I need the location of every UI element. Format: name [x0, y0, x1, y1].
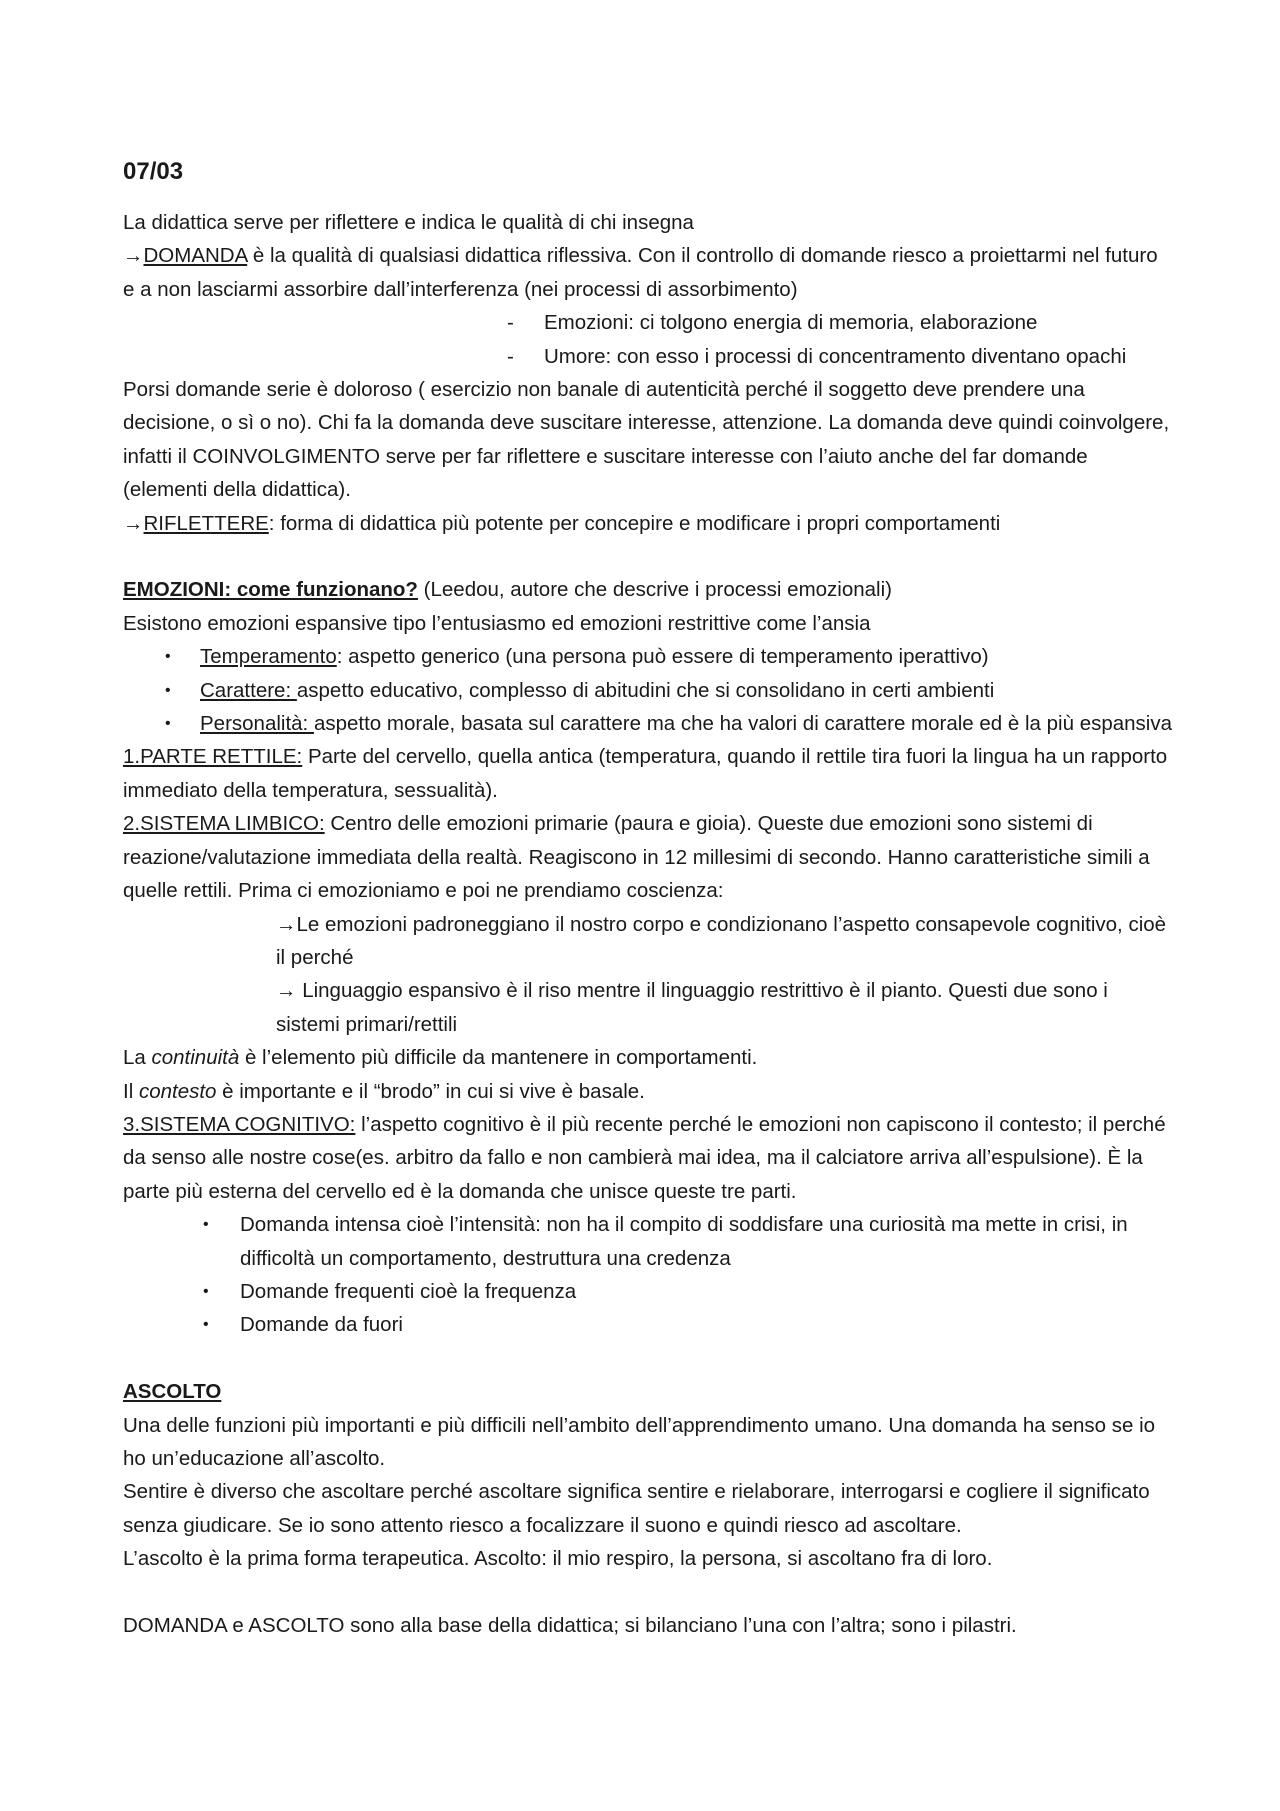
- list-item: [123, 707, 1173, 740]
- contesto-post: è importante e il “brodo” in cui si vive è basale.: [216, 1079, 645, 1103]
- bullet-label: Carattere:: [200, 678, 297, 702]
- emozioni-heading-line: [123, 573, 1173, 606]
- dash-marker: -: [507, 311, 514, 335]
- ascolto-heading: ASCOLTO: [123, 1380, 222, 1404]
- domanda-paragraph: [123, 239, 1173, 306]
- page-date: 07/03: [123, 158, 184, 185]
- emozioni-heading: EMOZIONI: come funzionano?: [123, 578, 418, 602]
- sistema-cognitivo-label: 3.SISTEMA COGNITIVO:: [123, 1112, 356, 1136]
- sistema-limbico-text: Centro delle emozioni primarie (paura e gioia). Queste due emozioni sono sistemi di reazione/valutazione immediata della realtà. Reagiscono in 12 millesimi di secondo. Hanno caratteristiche simili a quelle rettili. Prima ci emozioniamo e poi ne prendiamo coscienza:: [123, 812, 1150, 903]
- bullet-label: Temperamento: [200, 645, 337, 669]
- bullet-label: Personalità:: [200, 712, 314, 736]
- parte-rettile-paragraph: [123, 740, 1173, 807]
- bullet-text: Domanda intensa cioè l’intensità: non ha il compito di soddisfare una curiosità ma mette in crisi, in difficoltà un comportamento, destruttura una credenza: [240, 1213, 1128, 1270]
- continuita-post: è l’elemento più difficile da mantenere in comportamenti.: [239, 1046, 758, 1070]
- list-item: [123, 640, 1173, 673]
- dash-item: [123, 306, 1173, 339]
- contesto-line: [123, 1075, 1173, 1108]
- sistema-limbico-paragraph: [123, 807, 1173, 907]
- spacer: [123, 1576, 1173, 1609]
- bullet-marker: •: [203, 1316, 209, 1334]
- list-item: [123, 674, 1173, 707]
- domanda-label: DOMANDA: [143, 244, 248, 268]
- dash-marker: -: [507, 344, 514, 368]
- sistema-cognitivo-paragraph: [123, 1108, 1173, 1208]
- riflettere-paragraph: [123, 507, 1173, 540]
- ascolto-paragraph: L’ascolto è la prima forma terapeutica. Ascolto: il mio respiro, la persona, si ascoltano fra di loro.: [123, 1547, 993, 1571]
- bullet-text: aspetto morale, basata sul carattere ma che ha valori di carattere morale ed è la più espansiva: [313, 712, 1173, 736]
- continuita-line: [123, 1041, 1173, 1074]
- domande-serie-paragraph: Porsi domande serie è doloroso ( esercizio non banale di autenticità perché il soggetto deve prendere una decisione, o sì o no). Chi fa la domanda deve suscitare interesse, attenzione. La domanda deve quindi coinvolgere, infatti il COINVOLGIMENTO serve per far riflettere e suscitare interesse con l’aiuto anche del far domande (elementi della didattica).: [123, 378, 1170, 502]
- sistema-cognitivo-text: l’aspetto cognitivo è il più recente perché le emozioni non capiscono il contesto; il perché da senso alle nostre cose(es. arbitro da fallo e non cambierà mai idea, ma il calciatore arriva all’espulsione). È la parte più esterna del cervello ed è la domanda che unisce queste tre parti.: [123, 1112, 1166, 1203]
- arrow-icon: →: [123, 511, 144, 535]
- bullet-text: Domande frequenti cioè la frequenza: [240, 1279, 577, 1303]
- list-item: [123, 1275, 1173, 1308]
- list-item: [123, 1308, 1173, 1341]
- sistema-limbico-label: 2.SISTEMA LIMBICO:: [123, 812, 325, 836]
- dash-item: [123, 340, 1173, 373]
- intro-line: La didattica serve per riflettere e indica le qualità di chi insegna: [123, 211, 694, 234]
- domanda-text: è la qualità di qualsiasi didattica riflessiva. Con il controllo di domande riesco a proiettarmi nel futuro e a non lasciarmi assorbire dall’interferenza (nei processi di assorbimento): [123, 244, 1158, 301]
- bullet-marker: •: [203, 1216, 209, 1234]
- bullet-marker: •: [165, 648, 171, 666]
- dash-item-text: Emozioni: ci tolgono energia di memoria, elaborazione: [544, 311, 1038, 335]
- ascolto-paragraph: Una delle funzioni più importanti e più difficili nell’ambito dell’apprendimento umano. Una domanda ha senso se io ho un’educazione all’ascolto.: [123, 1413, 1156, 1470]
- bullet-marker: •: [203, 1282, 209, 1300]
- bullet-text: aspetto educativo, complesso di abitudini che si consolidano in certi ambienti: [296, 678, 995, 702]
- bullet-text: Domande da fuori: [240, 1313, 403, 1337]
- riflettere-label: RIFLETTERE: [143, 511, 269, 535]
- emozioni-intro: Esistono emozioni espansive tipo l’entusiasmo ed emozioni restrittive come l’ansia: [123, 611, 871, 635]
- arrow-list-item: → Linguaggio espansivo è il riso mentre il linguaggio restrittivo è il pianto. Questi due sono i sistemi primari/rettili: [276, 979, 1108, 1036]
- document-body: [123, 152, 1173, 1642]
- bullet-text: : aspetto generico (una persona può essere di temperamento iperattivo): [336, 645, 989, 669]
- continuita-word: continuità: [151, 1046, 240, 1070]
- contesto-pre: Il: [123, 1079, 139, 1103]
- contesto-word: contesto: [138, 1079, 217, 1103]
- list-item: [123, 1208, 1173, 1275]
- parte-rettile-label: 1.PARTE RETTILE:: [123, 745, 303, 769]
- spacer: [123, 540, 1173, 573]
- spacer: [123, 1342, 1173, 1375]
- emozioni-heading-note: (Leedou, autore che descrive i processi emozionali): [417, 578, 892, 602]
- arrow-list-item: →Le emozioni padroneggiano il nostro corpo e condizionano l’aspetto consapevole cognitivo, cioè il perché: [276, 912, 1167, 969]
- parte-rettile-text: Parte del cervello, quella antica (temperatura, quando il rettile tira fuori la lingua ha un rapporto immediato della temperatura, sessualità).: [123, 745, 1168, 802]
- bullet-marker: •: [165, 681, 171, 699]
- continuita-pre: La: [123, 1046, 152, 1070]
- ascolto-paragraph: Sentire è diverso che ascoltare perché ascoltare significa sentire e rielaborare, interrogarsi e cogliere il significato senza giudicare. Se io sono attento riesco a focalizzare il suono e quindi riesco ad ascoltare.: [123, 1480, 1150, 1537]
- riflettere-text: : forma di didattica più potente per concepire e modificare i propri comportamenti: [268, 511, 1001, 535]
- conclusion: DOMANDA e ASCOLTO sono alla base della didattica; si bilanciano l’una con l’altra; sono i pilastri.: [123, 1614, 1017, 1638]
- dash-item-text: Umore: con esso i processi di concentramento diventano opachi: [544, 344, 1127, 368]
- arrow-icon: →: [123, 244, 144, 268]
- bullet-marker: •: [165, 715, 171, 733]
